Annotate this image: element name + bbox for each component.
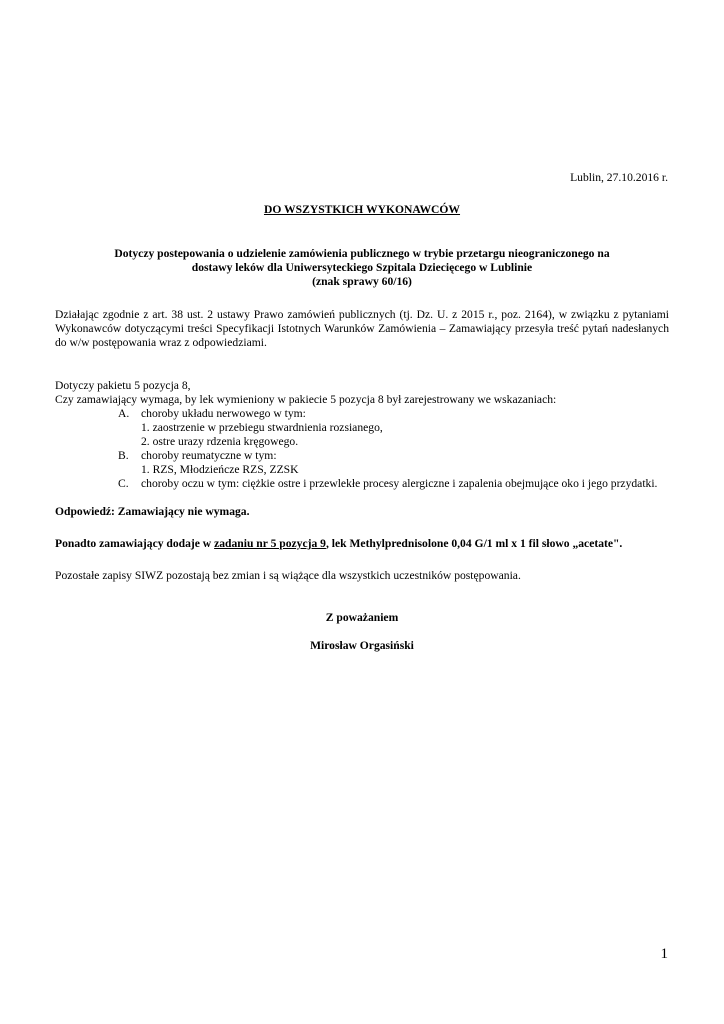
subject-line-3: (znak sprawy 60/16) <box>312 275 412 288</box>
sub-item: 1. zaostrzenie w przebiegu stwardnienia rozsianego, <box>141 421 383 434</box>
intro-paragraph <box>55 308 669 350</box>
addition-text <box>55 537 622 551</box>
addition-after: , lek Methylprednisolone 0,04 G/1 ml x 1 fil słowo „acetate". <box>325 537 623 550</box>
question-text: Czy zamawiający wymaga, by lek wymieniony w pakiecie 5 pozycja 8 był zarejestrowany we wskazaniach: <box>55 393 557 406</box>
list-letter: C. <box>118 477 129 490</box>
remaining-text: Pozostałe zapisy SIWZ pozostają bez zmian i są wiążące dla wszystkich uczestników postępowania. <box>55 569 521 582</box>
closing-text: Z poważaniem <box>325 611 399 624</box>
subject-block <box>55 247 669 289</box>
sub-item: 1. RZS, Młodzieńcze RZS, ZZSK <box>141 463 299 476</box>
list-item-a <box>55 407 669 421</box>
list-letter: B. <box>118 449 129 462</box>
document-title: DO WSZYSTKICH WYKONAWCÓW <box>263 203 461 216</box>
document-date: Lublin, 27.10.2016 r. <box>570 171 668 184</box>
answer-text: Odpowiedź: Zamawiający nie wymaga. <box>55 505 250 518</box>
addition-before: Ponadto zamawiający dodaje w <box>55 537 215 550</box>
question-reference: Dotyczy pakietu 5 pozycja 8, <box>55 379 191 392</box>
question-block <box>55 379 669 491</box>
intro-text: Działając zgodnie z art. 38 ust. 2 ustawy Prawo zamówień publicznych (tj. Dz. U. z 2015 r., poz. 2164), w związku z pytaniami Wykonawców dotyczącymi treści Specyfikacji Istotnych Warunków Zamówienia – Zamawiający przesyła treść pytań nadesłanych do w/w postępowania wraz z odpowiedziami. <box>55 308 669 349</box>
subject-line-2: dostawy leków dla Uniwersyteckiego Szpitala Dziecięcego w Lublinie <box>191 261 533 274</box>
signature-name: Mirosław Orgasiński <box>310 639 414 652</box>
list-letter: A. <box>118 407 130 420</box>
addition-underlined: zadaniu nr 5 pozycja 9 <box>214 537 326 550</box>
list-item-c <box>55 477 669 491</box>
list-item-text: choroby oczu w tym: ciężkie ostre i przewlekłe procesy alergiczne i zapalenia obejmujące oko i jego przydatki. <box>141 477 658 490</box>
list-item-text: choroby układu nerwowego w tym: <box>141 407 306 420</box>
list-item-b <box>55 449 669 463</box>
page-number: 1 <box>660 946 668 962</box>
subject-line-1: Dotyczy postepowania o udzielenie zamówienia publicznego w trybie przetargu nieograniczonego na <box>114 247 610 260</box>
list-item-text: choroby reumatyczne w tym: <box>141 449 277 462</box>
sub-item: 2. ostre urazy rdzenia kręgowego. <box>141 435 299 448</box>
